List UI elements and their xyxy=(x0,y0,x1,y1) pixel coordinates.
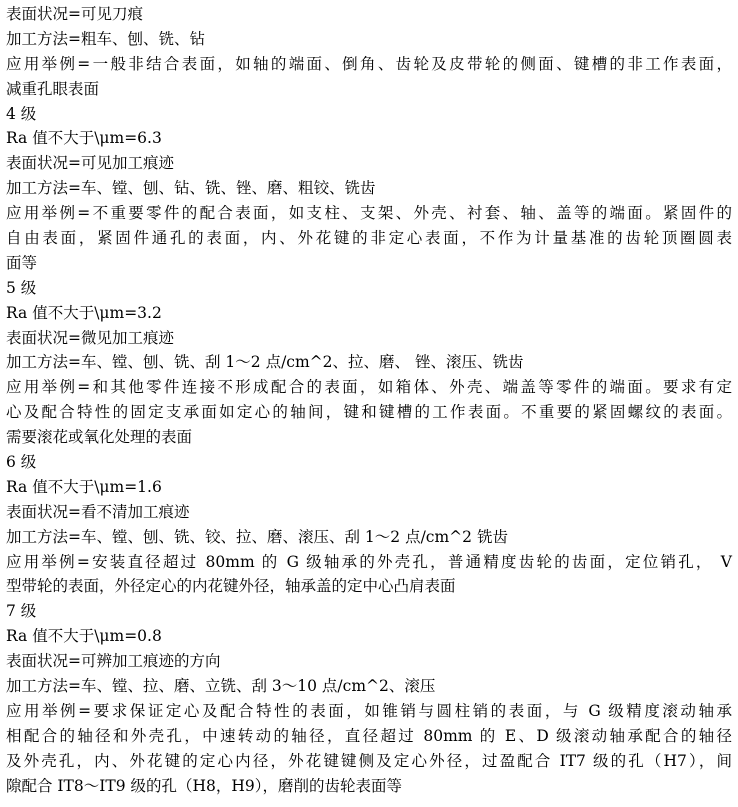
grade-heading: 5 级 xyxy=(6,278,37,297)
text-line: 应用举例=和其他零件连接不形成配合的表面，如箱体、外壳、端盖等零件的端面。要求有定 xyxy=(6,378,732,397)
text-line: 心及配合特性的固定支承面如定心的轴间，键和键槽的工作表面。不重要的紧固螺纹的表面。 xyxy=(6,403,732,422)
text-line: 加工方法=车、镗、刨、铣、刮 1～2 点/cm^2、拉、磨、 锉、滚压、铣齿 xyxy=(6,353,524,372)
text-line: 减重孔眼表面 xyxy=(6,79,100,98)
text-line: 加工方法=车、镗、拉、磨、立铣、刮 3～10 点/cm^2、滚压 xyxy=(6,677,436,696)
grade-heading: 4 级 xyxy=(6,104,37,123)
text-line: 表面状况=看不清加工痕迹 xyxy=(6,502,190,521)
text-line: 及外壳孔，内、外花键的定心内径，外花键键侧及定心外径，过盈配合 IT7 级的孔（H7），间 xyxy=(6,751,732,770)
text-line: 应用举例=安装直径超过 80mm 的 G 级轴承的外壳孔，普通精度齿轮的齿面，定位销孔， V xyxy=(6,552,732,571)
text-line: 表面状况=可见刀痕 xyxy=(6,5,143,23)
text-line: 相配合的轴径和外壳孔，中速转动的轴径，直径超过 80mm 的 E、D 级滚动轴承配合的轴径 xyxy=(6,726,732,745)
text-line: Ra 值不大于\μm=6.3 xyxy=(6,129,162,148)
text-line: 加工方法=车、镗、刨、铣、铰、拉、磨、滚压、刮 1～2 点/cm^2 铣齿 xyxy=(6,527,508,546)
text-line: Ra 值不大于\μm=3.2 xyxy=(6,303,162,322)
text-line: 加工方法=粗车、刨、铣、钻 xyxy=(6,29,205,48)
grade-heading: 7 级 xyxy=(6,602,37,621)
grade-heading: 6 级 xyxy=(6,453,37,472)
text-line: Ra 值不大于\μm=0.8 xyxy=(6,627,162,646)
text-line: Ra 值不大于\μm=1.6 xyxy=(6,477,162,496)
text-line: 表面状况=微见加工痕迹 xyxy=(6,328,174,347)
text-line: 自由表面，紧固件通孔的表面，内、外花键的非定心表面，不作为计量基准的齿轮顶圈圆表 xyxy=(6,229,732,248)
text-line: 加工方法=车、镗、刨、钻、铣、锉、磨、粗铰、铣齿 xyxy=(6,179,376,198)
text-line: 表面状况=可辨加工痕迹的方向 xyxy=(6,652,221,671)
text-line: 应用举例=不重要零件的配合表面，如支柱、支架、外壳、衬套、轴、盖等的端面。紧固件的 xyxy=(6,204,732,223)
text-line: 隙配合 IT8～IT9 级的孔（H8，H9），磨削的齿轮表面等 xyxy=(6,776,403,795)
text-line: 型带轮的表面，外径定心的内花键外径，轴承盖的定中心凸肩表面 xyxy=(6,577,456,596)
text-line: 应用举例=要求保证定心及配合特性的表面，如锥销与圆柱销的表面，与 G 级精度滚动轴承 xyxy=(6,701,732,720)
text-line: 应用举例=一般非结合表面，如轴的端面、倒角、齿轮及皮带轮的侧面、键槽的非工作表面， xyxy=(6,54,732,73)
text-line: 表面状况=可见加工痕迹 xyxy=(6,154,174,173)
text-line: 面等 xyxy=(6,253,38,272)
text-line: 需要滚花或氧化处理的表面 xyxy=(6,428,193,447)
